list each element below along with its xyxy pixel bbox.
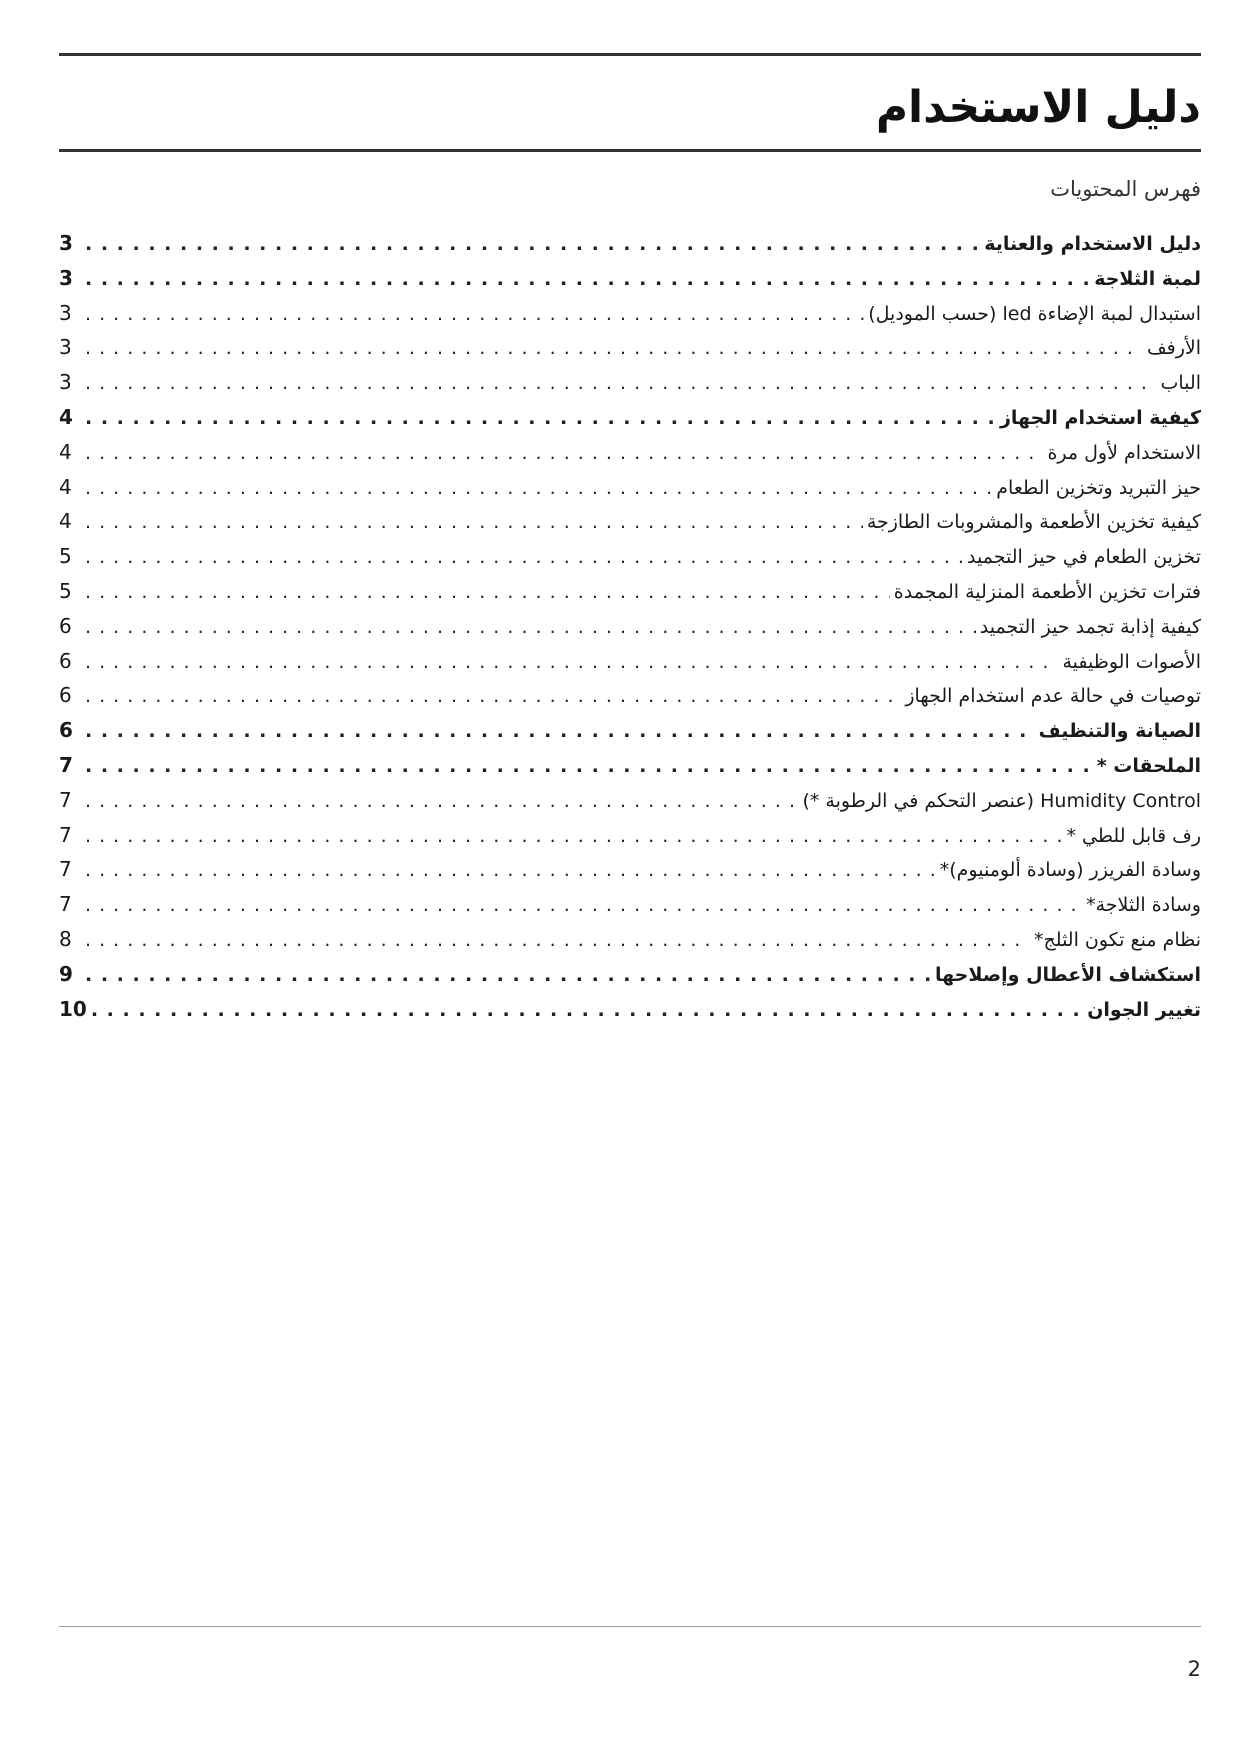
toc-entry-title: تخزين الطعام في حيز التجميد — [967, 546, 1201, 569]
toc-dot-leader — [85, 685, 901, 707]
toc-entry-title: استبدال لمبة الإضاءة led (حسب الموديل) — [868, 302, 1201, 325]
toc-entry-title: توصيات في حالة عدم استخدام الجهاز — [905, 685, 1201, 708]
toc-entry-title: فترات تخزين الأطعمة المنزلية المجمدة — [893, 580, 1201, 603]
toc-entry[interactable] — [59, 579, 1201, 614]
toc-entry-title: كيفية تخزين الأطعمة والمشروبات الطازجة — [866, 511, 1201, 534]
toc-entry-title: استكشاف الأعطال وإصلاحها — [934, 963, 1201, 986]
toc-entry[interactable] — [59, 231, 1201, 266]
toc-entry[interactable] — [59, 788, 1201, 823]
toc-dot-leader — [85, 720, 1035, 742]
toc-entry-page: 7 — [59, 752, 73, 777]
toc-dot-leader — [85, 616, 976, 638]
footer-rule — [59, 1626, 1201, 1627]
toc-entry[interactable] — [59, 475, 1201, 510]
toc-dot-leader — [85, 859, 936, 881]
toc-entry[interactable] — [59, 892, 1201, 927]
toc-entry[interactable] — [59, 927, 1201, 962]
toc-entry[interactable] — [59, 753, 1201, 788]
table-of-contents — [59, 231, 1201, 1031]
toc-dot-leader — [85, 372, 1157, 394]
toc-dot-leader — [85, 964, 931, 986]
toc-entry-title: حيز التبريد وتخزين الطعام — [996, 476, 1201, 499]
toc-dot-leader — [85, 233, 980, 255]
toc-entry[interactable] — [59, 301, 1201, 336]
toc-entry-title: كيفية استخدام الجهاز — [999, 406, 1201, 429]
toc-entry-page: 3 — [59, 335, 72, 360]
toc-dot-leader — [85, 581, 890, 603]
toc-entry-page: 5 — [59, 544, 72, 569]
toc-entry[interactable] — [59, 857, 1201, 892]
toc-entry-page: 6 — [59, 648, 72, 673]
toc-dot-leader — [85, 755, 1093, 777]
toc-entry-page: 7 — [59, 822, 72, 847]
toc-entry-title: الملحقات * — [1096, 754, 1201, 777]
toc-entry-page: 9 — [59, 961, 73, 986]
toc-entry-title: نظام منع تكون الثلج* — [1034, 928, 1201, 951]
toc-entry-title: رف قابل للطي * — [1066, 824, 1201, 847]
toc-dot-leader — [85, 546, 963, 568]
page-title: دليل الاستخدام — [875, 82, 1201, 133]
toc-entry[interactable] — [59, 266, 1201, 301]
toc-entry-page: 7 — [59, 787, 72, 812]
top-rule — [59, 53, 1201, 56]
toc-entry-page: 10 — [59, 996, 87, 1021]
toc-entry[interactable] — [59, 509, 1201, 544]
toc-entry-title: الباب — [1160, 372, 1201, 395]
toc-dot-leader — [85, 477, 992, 499]
toc-entry-title: الأرفف — [1146, 337, 1201, 360]
toc-dot-leader — [85, 894, 1082, 916]
toc-heading: فهرس المحتويات — [1050, 177, 1201, 201]
toc-entry[interactable] — [59, 649, 1201, 684]
toc-entry[interactable] — [59, 718, 1201, 753]
toc-entry-page: 6 — [59, 683, 72, 708]
toc-entry-page: 4 — [59, 509, 72, 534]
toc-entry-title: الاستخدام لأول مرة — [1047, 441, 1201, 464]
toc-dot-leader — [85, 511, 863, 533]
toc-entry[interactable] — [59, 614, 1201, 649]
toc-entry-title: وسادة الثلاجة* — [1086, 894, 1201, 917]
toc-entry-page: 3 — [59, 300, 72, 325]
toc-entry-title: الأصوات الوظيفية — [1062, 650, 1201, 673]
toc-entry-title: كيفية إذابة تجمد حيز التجميد — [979, 615, 1201, 638]
toc-entry-page: 4 — [59, 404, 73, 429]
toc-dot-leader — [85, 303, 864, 325]
title-rule — [59, 149, 1201, 152]
toc-entry-page: 7 — [59, 892, 72, 917]
toc-entry-page: 5 — [59, 578, 72, 603]
toc-entry-title: تغيير الجوان — [1087, 998, 1201, 1021]
toc-entry-page: 3 — [59, 265, 73, 290]
toc-entry-page: 6 — [59, 718, 73, 743]
toc-entry[interactable] — [59, 370, 1201, 405]
toc-dot-leader — [85, 825, 1062, 847]
toc-dot-leader — [85, 442, 1043, 464]
toc-entry[interactable] — [59, 683, 1201, 718]
page-number: 2 — [1187, 1657, 1201, 1681]
toc-entry[interactable] — [59, 440, 1201, 475]
toc-entry-title: Humidity Control (عنصر التحكم في الرطوبة *) — [802, 789, 1201, 812]
toc-entry-title: لمبة الثلاجة — [1094, 267, 1201, 290]
toc-entry-page: 4 — [59, 439, 72, 464]
toc-entry-page: 3 — [59, 231, 73, 255]
toc-dot-leader — [85, 407, 996, 429]
toc-entry-page: 7 — [59, 857, 72, 882]
toc-entry-title: وسادة الفريزر (وسادة ألومنيوم)* — [939, 859, 1201, 882]
toc-dot-leader — [85, 651, 1058, 673]
toc-entry[interactable] — [59, 405, 1201, 440]
toc-entry-title: الصيانة والتنظيف — [1038, 720, 1201, 743]
toc-entry-page: 3 — [59, 370, 72, 395]
toc-entry-title: دليل الاستخدام والعناية — [984, 233, 1201, 255]
toc-entry[interactable] — [59, 335, 1201, 370]
toc-entry[interactable] — [59, 997, 1201, 1032]
toc-dot-leader — [85, 337, 1143, 359]
toc-dot-leader — [85, 268, 1090, 290]
toc-entry-page: 4 — [59, 474, 72, 499]
toc-entry-page: 6 — [59, 613, 72, 638]
toc-entry-page: 8 — [59, 926, 72, 951]
toc-entry[interactable] — [59, 544, 1201, 579]
toc-dot-leader — [91, 999, 1083, 1021]
toc-dot-leader — [85, 929, 1030, 951]
toc-entry[interactable] — [59, 962, 1201, 997]
toc-entry[interactable] — [59, 823, 1201, 858]
toc-dot-leader — [85, 790, 798, 812]
